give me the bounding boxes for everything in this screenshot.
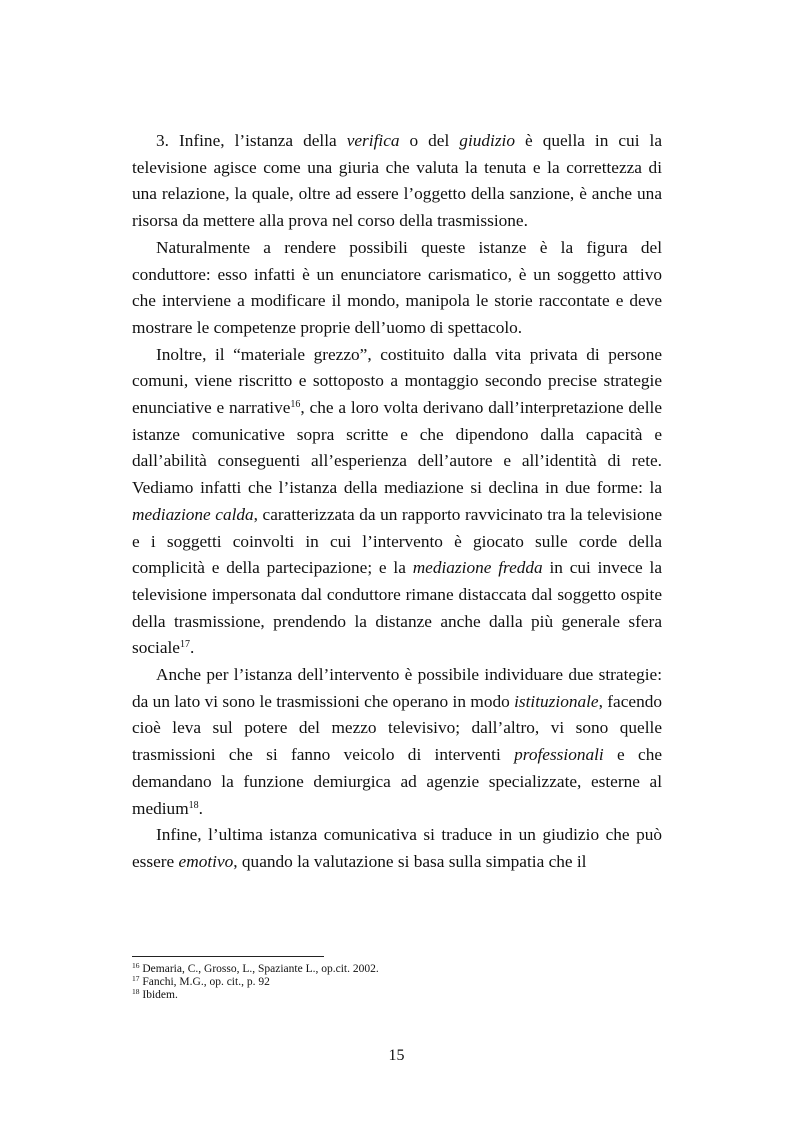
paragraph [132, 342, 662, 662]
paragraph [132, 662, 662, 822]
text-run: Infine, l’ultima istanza comunicativa si traduce in un giudizio che può essere [132, 825, 662, 871]
paragraph [132, 128, 662, 235]
footnote [132, 986, 662, 1002]
text-run: Naturalmente a rendere possibili queste istanze è la figura del conduttore: esso infatti è un enunciatore carismatico, è un soggetto attivo che interviene a modificare il mondo, manipola le storie raccontate e deve mostrare le competenze proprie dell’uomo di spettacolo. [132, 237, 662, 337]
footnote-ref: 16 [290, 399, 301, 411]
text-run: 3. Infine, l’istanza della [156, 131, 347, 150]
text-run: e che demandano la funzione demiurgica ad agenzie specializzate, esterne al medium [132, 745, 663, 818]
italic-text: emotivo [178, 851, 234, 871]
paragraph [132, 822, 662, 875]
text-run: , facendo cioè leva sul potere del mezzo televisivo; dall’altro, vi sono quelle trasmissioni che si fanno veicolo di interventi [132, 691, 662, 765]
text-run: Inoltre, il “materiale grezzo”, costituito dalla vita privata di persone comuni, viene riscritto e sottoposto a montaggio secondo precise strategie enunciative e narrative [132, 344, 662, 418]
text-run: in cui invece la televisione impersonata dal conduttore rimane distaccata dal soggetto ospite della trasmissione, prendendo la distanze anche dalla più generale sfera sociale [132, 558, 663, 658]
footnote-number: 18 [132, 986, 140, 996]
italic-text: mediazione fredda [412, 558, 543, 578]
italic-text: mediazione calda [132, 504, 254, 524]
footnote [132, 963, 662, 976]
italic-text: giudizio [459, 131, 515, 150]
footnote-ref: 18 [188, 799, 199, 811]
italic-text: verifica [346, 131, 400, 150]
footnote-ref: 17 [179, 639, 190, 651]
footnote-text: Demaria, C., Grosso, L., Spaziante L., op.cit. 2002. [139, 963, 379, 975]
text-run: , quando la valutazione si basa sulla simpatia che il [233, 851, 587, 871]
text-run: Anche per l’istanza dell’intervento è possibile individuare due strategie: da un lato vi sono le trasmissioni che operano in modo [132, 665, 662, 711]
footnote [132, 973, 662, 989]
paragraph [132, 235, 662, 342]
text-run: , che a loro volta derivano dall’interpretazione delle istanze comunicative sopra scritte e che dipendono dalla capacità e dall’abilità conseguenti all’esperienza dell’autore e all’identità di rete. Vediamo infatti che l’istanza della mediazione si declina in due forme: la [132, 398, 662, 498]
body-text [132, 128, 662, 876]
text-run: . [198, 798, 203, 818]
italic-text: professionali [514, 745, 604, 765]
footnotes [132, 963, 662, 1001]
text-run: o del [399, 131, 460, 150]
footnote-text: Ibidem. [139, 988, 178, 1001]
text-run: . [189, 638, 195, 658]
text-run: è quella in cui la televisione agisce come una giuria che valuta la tenuta e la correttezza di una relazione, la quale, oltre ad essere l’oggetto della sanzione, è anche una risorsa da mettere alla prova nel corso della trasmissione. [132, 131, 662, 231]
italic-text: istituzionale [514, 691, 599, 711]
footnote-text: Fanchi, M.G., op. cit., p. 92 [139, 975, 270, 988]
footnote-number: 16 [132, 961, 140, 970]
page-number: 15 [388, 1047, 405, 1064]
text-run: , caratterizzata da un rapporto ravvicinato tra la televisione e i soggetti coinvolti in cui l’intervento è giocato sulle corde della complicità e della partecipazione; e la [132, 504, 662, 578]
footnote-number: 17 [132, 973, 140, 983]
footnote-separator [132, 956, 324, 957]
